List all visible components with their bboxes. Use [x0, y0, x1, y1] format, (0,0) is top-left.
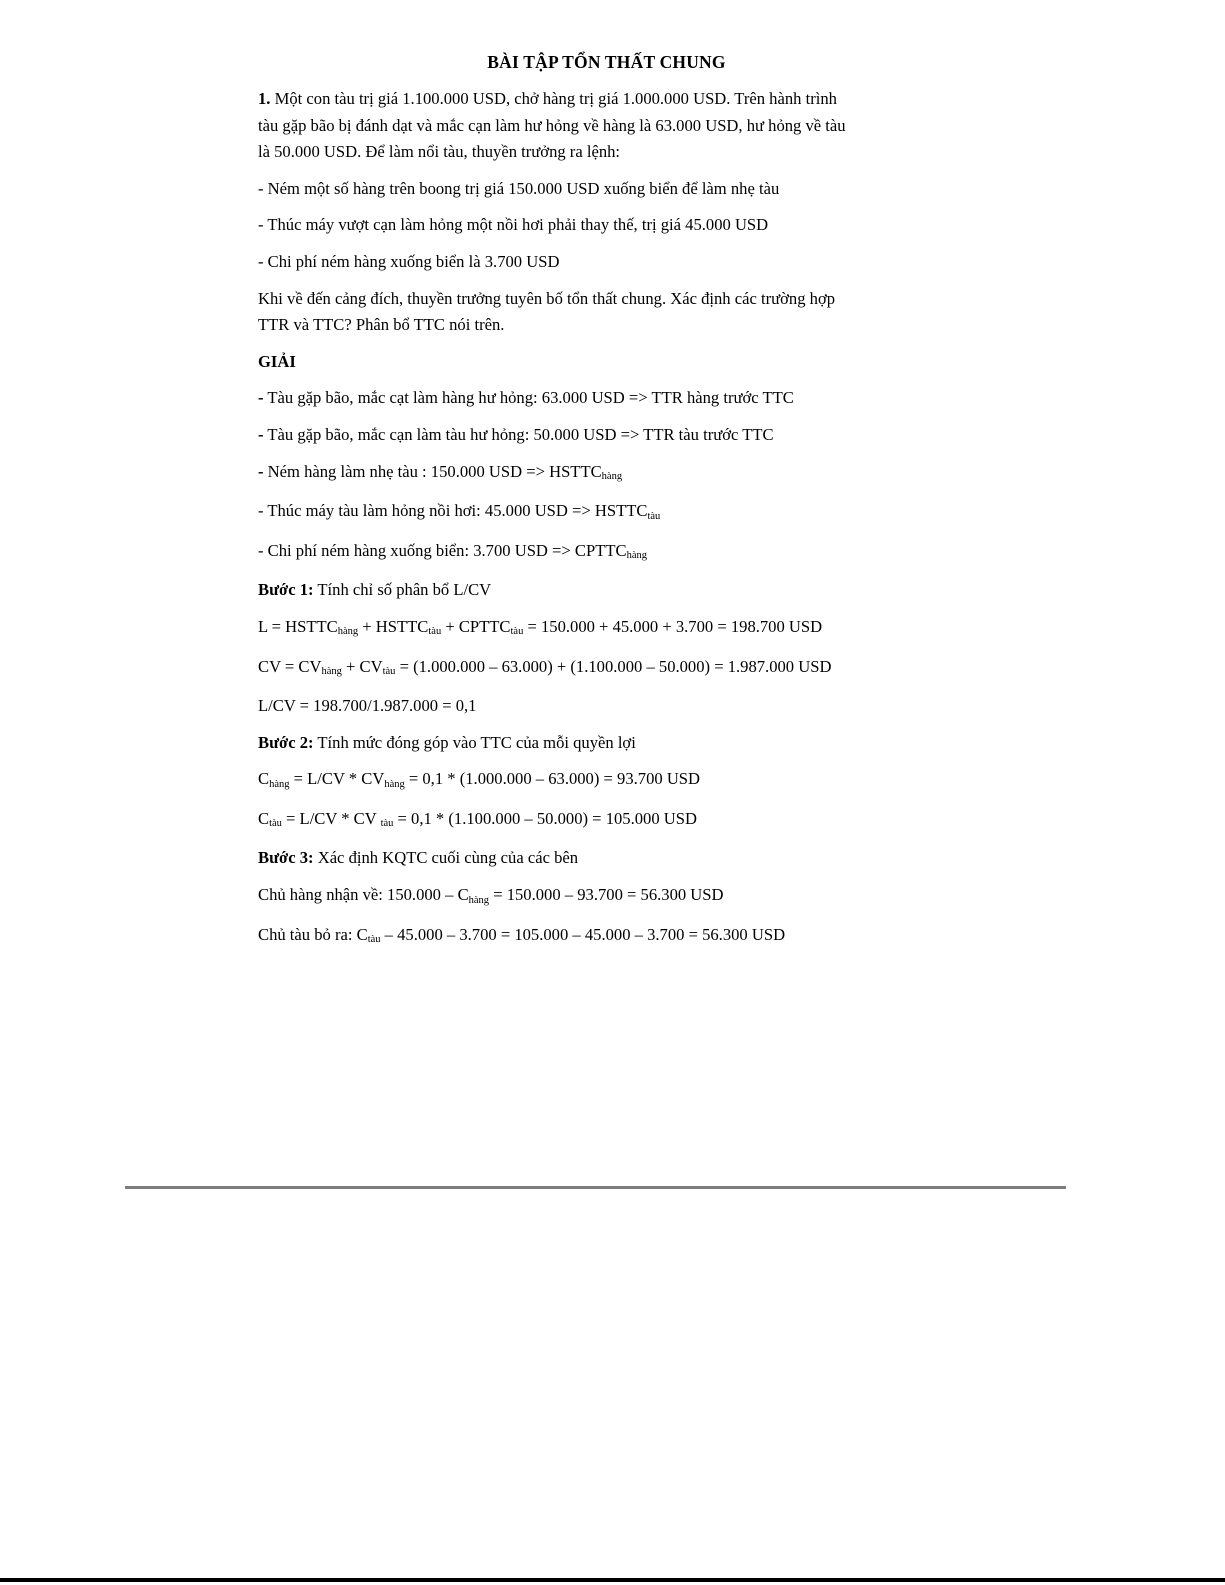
text-run: CV = CV: [258, 656, 322, 676]
text-run: -: [258, 388, 264, 408]
paragraph: [258, 459, 958, 489]
subscript-text-run: hàng: [269, 778, 290, 790]
text-run: Chủ tàu bỏ ra: C: [258, 924, 368, 944]
text-run: Bước 1:: [258, 580, 314, 600]
text-run: – 45.000 – 3.700 = 105.000 – 45.000 – 3.700 = 56.300 USD: [380, 924, 786, 944]
text-run: là 50.000 USD. Để làm nổi tàu, thuyền trưởng ra lệnh:: [258, 142, 621, 162]
page-bottom-edge: [0, 1578, 1225, 1582]
subscript-text-run: tàu: [367, 934, 381, 946]
text-run: C: [258, 769, 270, 789]
text-run: Bước 3:: [258, 848, 314, 868]
text-run: Tính mức đóng góp vào TTC của mỗi quyền lợi: [313, 732, 636, 752]
text-run: = (1.000.000 – 63.000) + (1.100.000 – 50.000) = 1.987.000 USD: [395, 656, 832, 676]
subscript-text-run: hàng: [626, 550, 647, 562]
subscript-text-run: tàu: [428, 626, 442, 638]
text-run: = 150.000 – 93.700 = 56.300 USD: [489, 885, 724, 905]
text-run: Tàu gặp bão, mắc cạt làm hàng hư hỏng: 63.000 USD => TTR hàng trước TTC: [263, 388, 794, 408]
text-run: = 0,1 * (1.100.000 – 50.000) = 105.000 USD: [393, 808, 697, 828]
text-run: -: [258, 424, 264, 444]
text-run: TTR và TTC? Phân bổ TTC nói trên.: [258, 315, 505, 335]
paragraph: [258, 538, 958, 568]
text-run: + CPTTC: [441, 616, 511, 636]
text-run: - Thúc máy vượt cạn làm hỏng một nồi hơi phải thay thế, trị giá 45.000 USD: [258, 215, 769, 235]
text-run: Một con tàu trị giá 1.100.000 USD, chở hàng trị giá 1.000.000 USD. Trên hành trình: [270, 89, 837, 108]
paragraph: [258, 422, 958, 449]
text-run: = L/CV * CV: [281, 808, 381, 828]
paragraph: [258, 385, 958, 412]
paragraph: [258, 766, 958, 796]
paragraph: [258, 86, 958, 166]
paragraph: [258, 806, 958, 836]
subscript-text-run: hàng: [337, 626, 359, 638]
text-run: Tính chỉ số phân bổ L/CV: [313, 580, 492, 600]
text-run: 1.: [258, 89, 271, 108]
text-run: - Thúc máy tàu làm hỏng nồi hơi: 45.000 USD => HSTTC: [258, 501, 648, 521]
text-run: - Chi phí ném hàng xuống biển là 3.700 USD: [258, 251, 560, 271]
text-run: tàu gặp bão bị đánh dạt và mắc cạn làm hư hỏng về hàng là 63.000 USD, hư hỏng về tàu: [258, 115, 846, 135]
subscript-text-run: hàng: [321, 666, 342, 677]
text-run: -: [258, 461, 264, 481]
text-run: = L/CV * CV: [289, 769, 385, 789]
paragraph: [258, 349, 958, 376]
text-run: - Ném một số hàng trên boong trị giá 150.000 USD xuống biển để làm nhẹ tàu: [258, 178, 780, 198]
document-title: BÀI TẬP TỔN THẤT CHUNG: [487, 52, 726, 72]
text-run: L = HSTTC: [258, 616, 338, 636]
text-run: L/CV = 198.700/1.987.000 = 0,1: [258, 696, 477, 716]
subscript-text-run: tàu: [647, 510, 661, 522]
text-run: C: [258, 808, 270, 828]
paragraph: [258, 882, 958, 912]
text-run: + HSTTC: [358, 616, 429, 636]
subscript-text-run: hàng: [601, 471, 623, 483]
paragraph: [258, 845, 958, 872]
subscript-text-run: tàu: [382, 666, 396, 677]
subscript-text-run: hàng: [384, 778, 405, 790]
text-run: GIẢI: [258, 351, 296, 371]
text-run: - Chi phí ném hàng xuống biển: 3.700 USD => CPTTC: [258, 540, 627, 560]
text-run: Khi về đến cảng đích, thuyền trưởng tuyên bố tổn thất chung. Xác định các trường hợp: [258, 288, 836, 308]
text-run: = 0,1 * (1.000.000 – 63.000) = 93.700 USD: [404, 769, 701, 789]
horizontal-divider: [125, 1186, 1066, 1189]
paragraph: [258, 693, 958, 720]
subscript-text-run: hàng: [468, 894, 490, 906]
paragraph: [258, 498, 958, 528]
text-run: Tàu gặp bão, mắc cạn làm tàu hư hỏng: 50.000 USD => TTR tàu trước TTC: [263, 424, 774, 444]
text-run: Xác định KQTC cuối cùng của các bên: [313, 848, 579, 868]
paragraph: [258, 577, 958, 604]
paragraph: [258, 249, 958, 276]
text-run: Chủ hàng nhận về: 150.000 – C: [258, 885, 469, 905]
paragraph: [258, 614, 958, 644]
paragraph: [258, 212, 958, 239]
subscript-text-run: tàu: [380, 818, 394, 830]
subscript-text-run: tàu: [269, 818, 282, 830]
subscript-text-run: tàu: [510, 626, 524, 638]
paragraph: [258, 176, 958, 203]
paragraph: [258, 730, 958, 757]
paragraph: [258, 654, 958, 684]
text-run: Ném hàng làm nhẹ tàu : 150.000 USD => HSTTC: [263, 461, 602, 481]
paragraph: [258, 922, 958, 952]
document-body: [258, 86, 958, 961]
text-run: Bước 2:: [258, 732, 314, 752]
paragraph: [258, 286, 958, 339]
text-run: + CV: [341, 656, 383, 676]
text-run: = 150.000 + 45.000 + 3.700 = 198.700 USD: [523, 616, 823, 636]
